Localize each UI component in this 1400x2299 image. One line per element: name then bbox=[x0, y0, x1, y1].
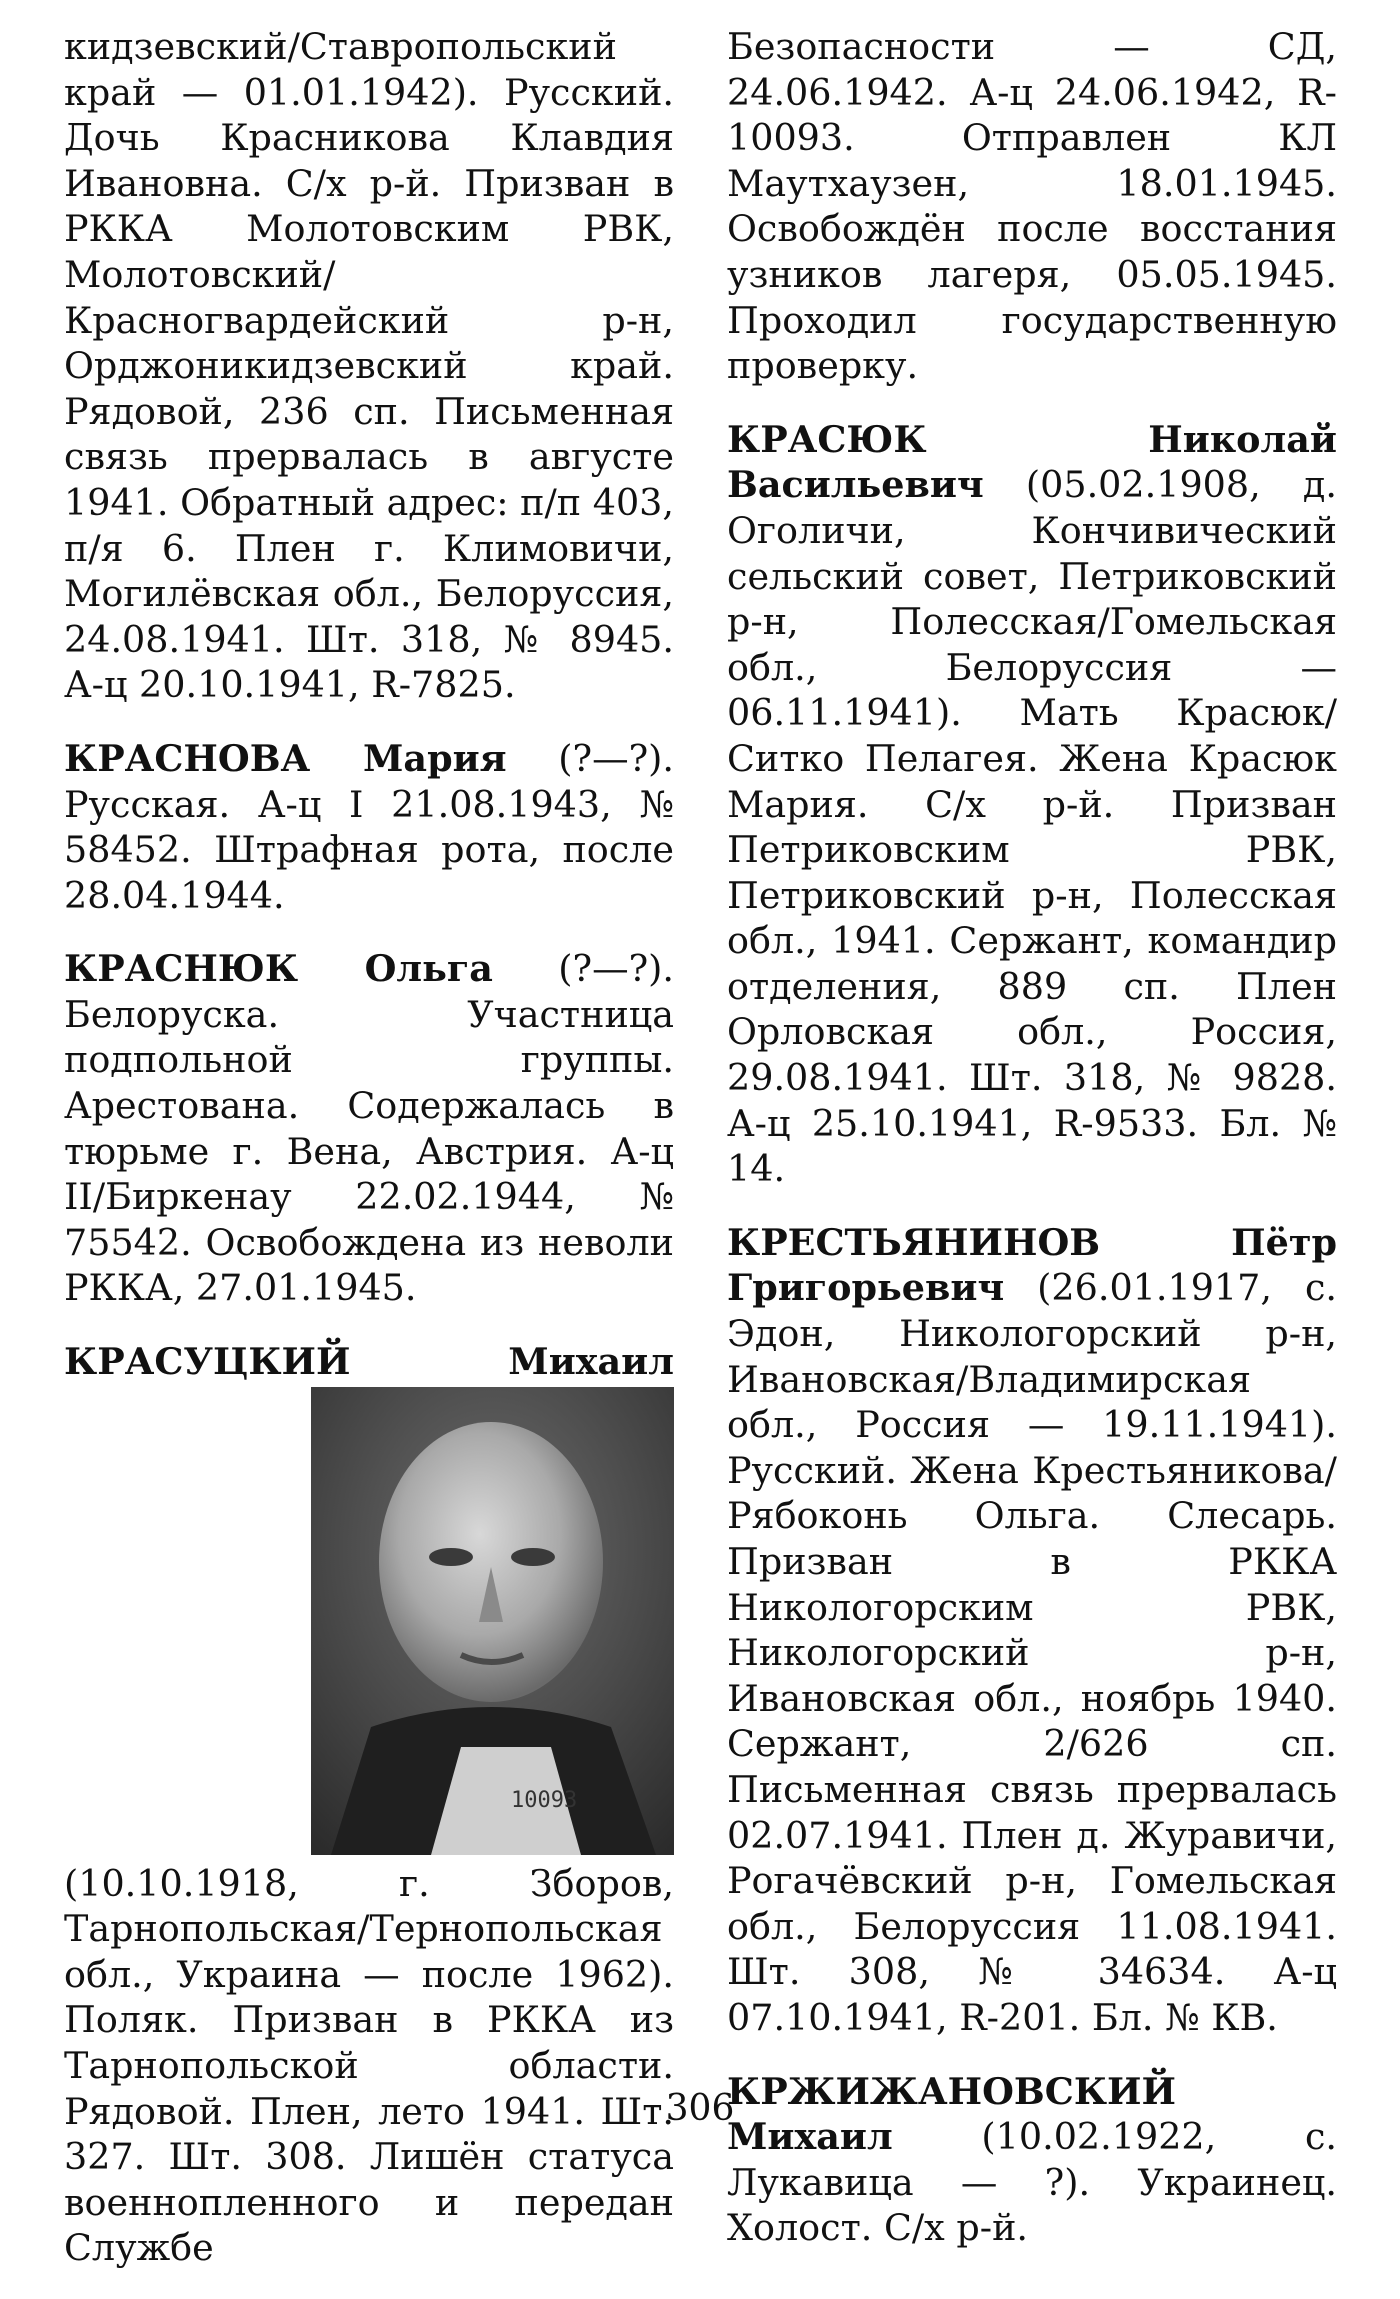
portrait-image bbox=[311, 1387, 674, 1855]
entry-text: (?—?). Русская. А-ц I 21.08.1943, № 58452. Штрафная рота, после 28.04.1944. bbox=[64, 736, 675, 917]
entry-krasnova bbox=[64, 736, 674, 918]
entry-name: КРАСНОВА Мария bbox=[64, 736, 507, 780]
entry-name: КРЖИЖАНОВСКИЙ Михаил bbox=[727, 2069, 1176, 2159]
entry-text: (26.01.1917, с. Эдон, Никологорский р-н, Ивановская/Владимирская обл., Россия — 19.11.1941). Русский. Жена Крестьяникова/Рябоконь Ольга. Слесарь. Призван в РККА Никологорским РВК, Никологорский р-н, Ивановская обл., ноябрь 1940. Сержант, 2/626 сп. Письменная связь прервалась 02.07.1941. Плен д. Журавичи, Рогачёвский р-н, Гомельская обл., Белоруссия 11.08.1941. Шт. 308, № 34634. А-ц 07.10.1941, R-201. Бл. № КВ. bbox=[727, 1266, 1337, 2039]
entry-krestyaninov bbox=[727, 1220, 1337, 2041]
entry-krasyuk bbox=[727, 417, 1337, 1192]
right-column bbox=[727, 24, 1337, 2279]
entry-continuation bbox=[64, 24, 674, 708]
entry-name: КРАСЮК Николай Васильевич bbox=[727, 417, 1337, 507]
entry-krasnyuk bbox=[64, 946, 674, 1311]
left-column bbox=[64, 24, 674, 2299]
entry-name: КРАСНЮК Ольга bbox=[64, 947, 493, 991]
svg-text:10093: 10093 bbox=[511, 1787, 578, 1813]
entry-text: (10.10.1918, г. Зборов, Тарнопольская/Тернопольская обл., Украина — после 1962). Поляк. Призван в РККА из Тарнопольской области. Рядовой. Плен, лето 1941. Шт. 327. Шт. 308. Лишён статуса военнопленного и передан Службе bbox=[64, 1861, 674, 2270]
entry-name: КРАСУЦКИЙ Михаил bbox=[64, 1340, 674, 1384]
entry-text: Безопасности — СД, 24.06.1942. А-ц 24.06.1942, R-10093. Отправлен КЛ Маутхаузен, 18.01.1945. Освобождён после восстания узников лагеря, 05.05.1945. Проходил государственную проверку. bbox=[727, 25, 1337, 388]
entry-text: (?—?). Белоруска. Участница подпольной группы. Арестована. Содержалась в тюрьме г. Вена, Австрия. А-ц II/Биркенау 22.02.1944, № 75542. Освобождена из неволи РККА, 27.01.1945. bbox=[64, 947, 674, 1310]
entry-text: (10.02.1922, с. Лукавица — ?). Украинец. Холост. С/х р-й. bbox=[727, 2115, 1337, 2250]
entry-text: кидзевский/Ставропольский край — 01.01.1942). Русский. Дочь Красникова Клавдия Ивановна. С/х р-й. Призван в РККА Молотовским РВК, Молотовский/Красногвардейский р-н, Орджоникидзевский край. Рядовой, 236 сп. Письменная связь прервалась в августе 1941. Обратный адрес: п/п 403, п/я 6. Плен г. Климовичи, Могилёвская обл., Белоруссия, 24.08.1941. Шт. 318, № 8945. А-ц 20.10.1941, R-7825. bbox=[64, 25, 674, 707]
page-number: 306 bbox=[665, 2088, 735, 2129]
entry-text: (05.02.1908, д. Оголичи, Кончивический сельский совет, Петриковский р-н, Полесская/Гомельская обл., Белоруссия — 06.11.1941). Мать Красюк/Ситко Пелагея. Жена Красюк Мария. С/х р-й. Призван Петриковским РВК, Петриковский р-н, Полесская обл., 1941. Сержант, командир отделения, 889 сп. Плен Орловская обл., Россия, 29.08.1941. Шт. 318, № 9828. А-ц 25.10.1941, R-9533. Бл. № 14. bbox=[727, 463, 1337, 1191]
entry-krasutsky bbox=[64, 1339, 674, 2271]
entry-name: КРЕСТЬЯНИНОВ Пётр Григорьевич bbox=[727, 1220, 1337, 1310]
portrait-photo bbox=[311, 1387, 674, 1855]
entry-continuation-right bbox=[727, 24, 1337, 389]
